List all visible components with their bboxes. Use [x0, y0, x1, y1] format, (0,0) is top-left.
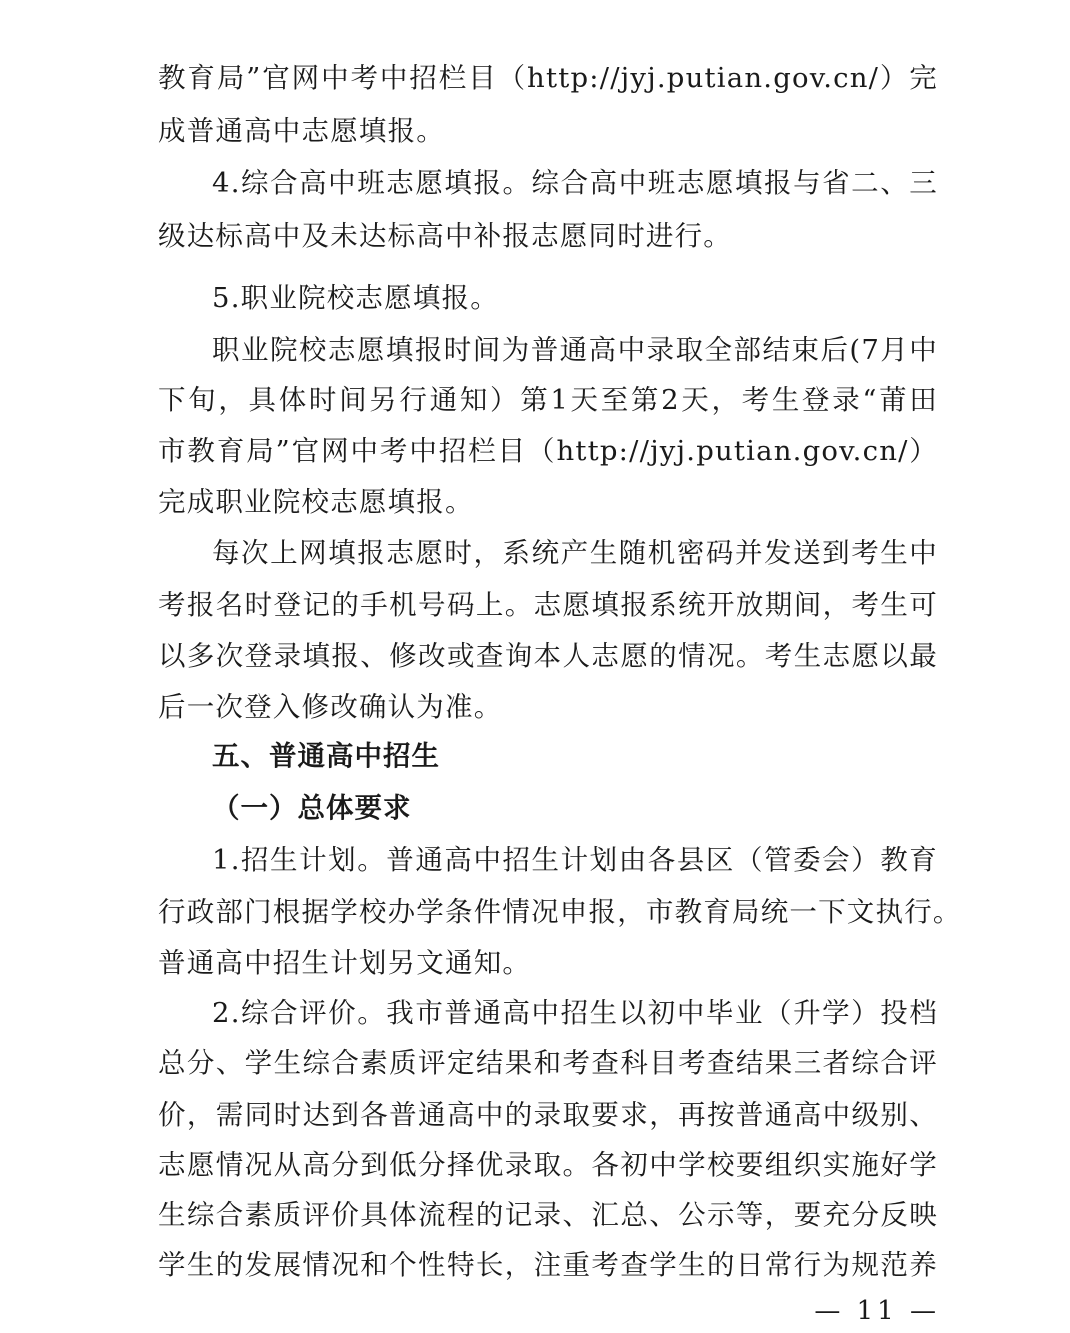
text-line: 学生的发展情况和个性特长，注重考查学生的日常行为规范养 [158, 1249, 938, 1281]
text-line: 成普通高中志愿填报。 [158, 115, 445, 147]
section-heading: 五、普通高中招生 [212, 740, 440, 772]
text-line: 5.职业院校志愿填报。 [212, 282, 499, 314]
text-line: 教育局”官网中考中招栏目（http://jyj.putian.gov.cn/）完 [158, 62, 938, 94]
subsection-heading: （一）总体要求 [212, 792, 412, 824]
text-line: 总分、学生综合素质评定结果和考查科目考查结果三者综合评 [158, 1047, 938, 1079]
text-line: 行政部门根据学校办学条件情况申报，市教育局统一下文执行。 [158, 896, 962, 928]
text-line: 下旬，具体时间另行通知）第1天至第2天，考生登录“莆田 [158, 384, 938, 416]
text-line: 每次上网填报志愿时，系统产生随机密码并发送到考生中 [212, 537, 938, 569]
text-line: 2.综合评价。我市普通高中招生以初中毕业（升学）投档 [212, 997, 938, 1029]
text-line: 后一次登入修改确认为准。 [158, 691, 503, 723]
text-line: 普通高中招生计划另文通知。 [158, 947, 532, 979]
text-line: 4.综合高中班志愿填报。综合高中班志愿填报与省二、三 [212, 167, 938, 199]
text-line: 完成职业院校志愿填报。 [158, 486, 474, 518]
text-line: 市教育局”官网中考中招栏目（http://jyj.putian.gov.cn/） [158, 435, 938, 467]
text-line: 1.招生计划。普通高中招生计划由各县区（管委会）教育 [212, 844, 938, 876]
text-line: 价，需同时达到各普通高中的录取要求，再按普通高中级别、 [158, 1099, 938, 1131]
page-number: — 11 — [814, 1296, 940, 1326]
text-line: 志愿情况从高分到低分择优录取。各初中学校要组织实施好学 [158, 1149, 938, 1181]
text-line: 级达标高中及未达标高中补报志愿同时进行。 [158, 220, 732, 252]
text-line: 职业院校志愿填报时间为普通高中录取全部结束后(7月中 [212, 334, 938, 366]
text-line: 生综合素质评价具体流程的记录、汇总、公示等，要充分反映 [158, 1199, 938, 1231]
text-line: 以多次登录填报、修改或查询本人志愿的情况。考生志愿以最 [158, 640, 938, 672]
text-line: 考报名时登记的手机号码上。志愿填报系统开放期间，考生可 [158, 589, 938, 621]
